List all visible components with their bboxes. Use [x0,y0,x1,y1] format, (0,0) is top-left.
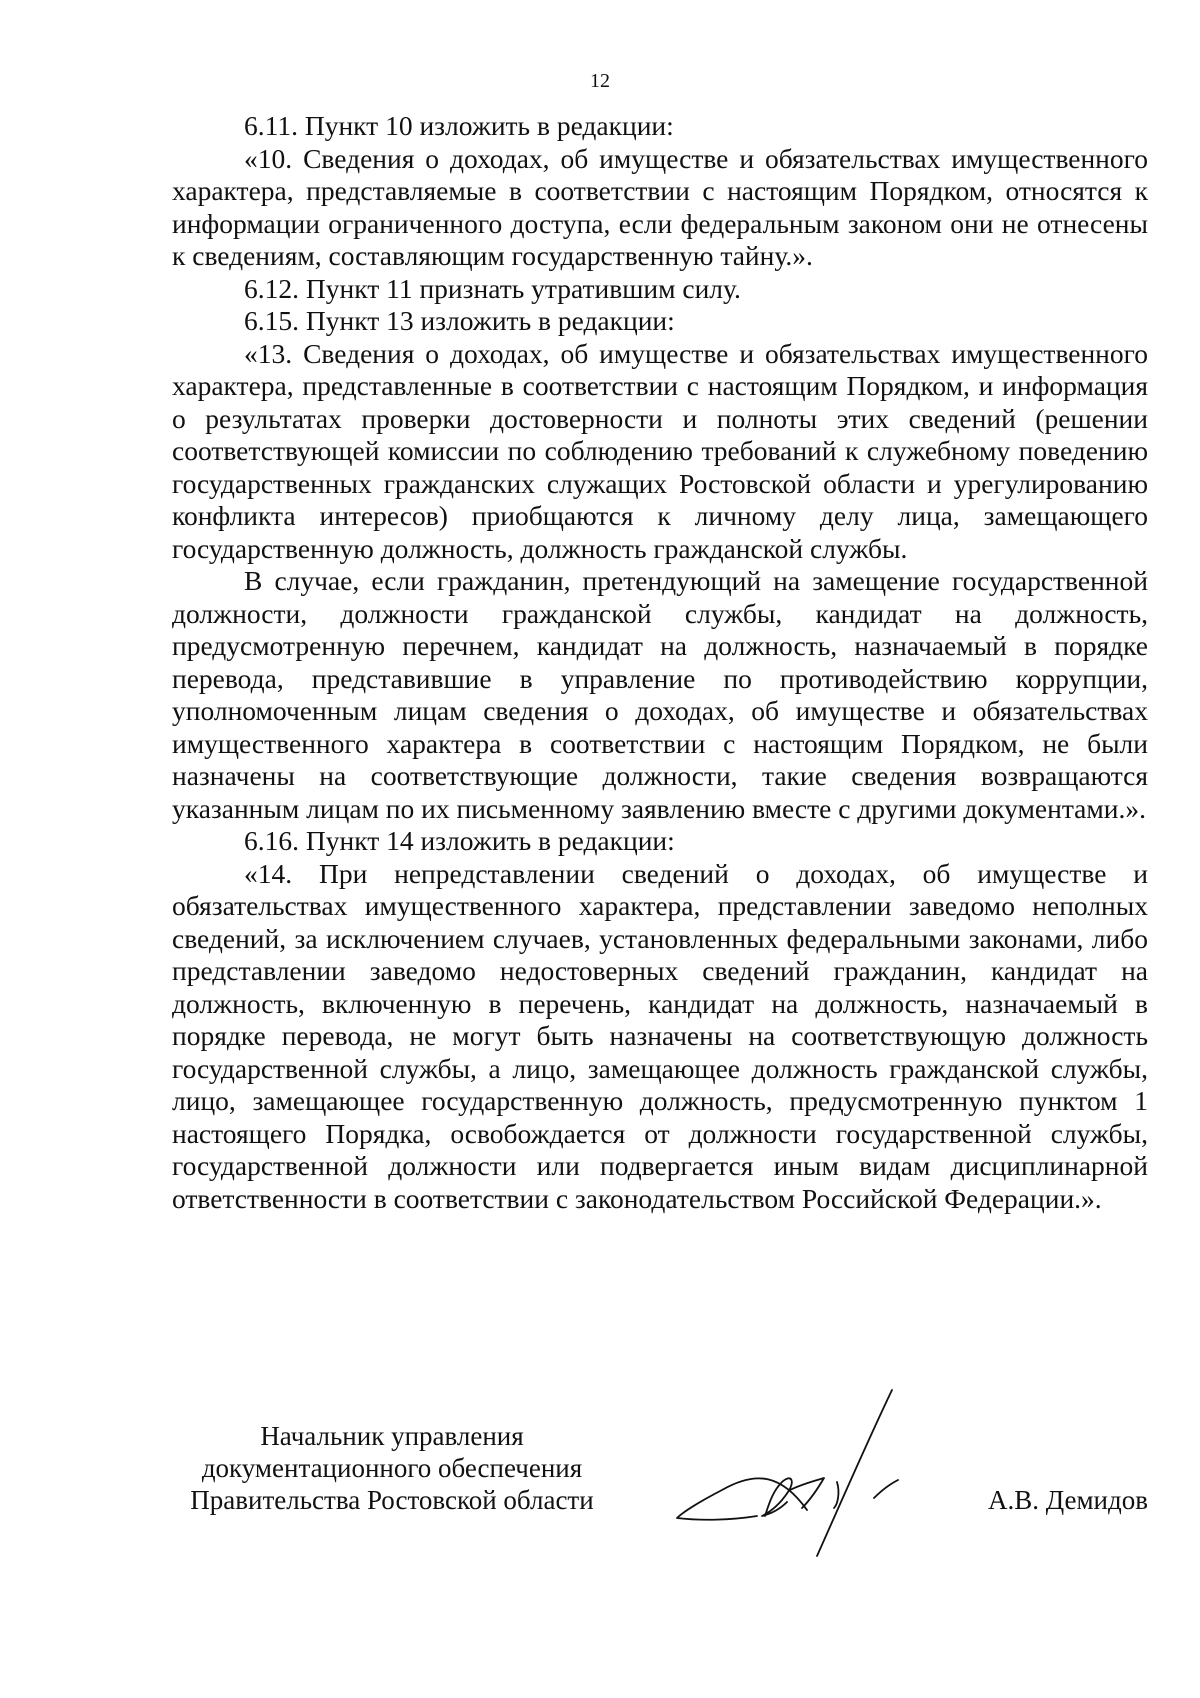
page-number: 12 [590,70,610,92]
paragraph-item-14-text: «14. При непредставлении сведений о доходах, об имуществе и обязательствах имущественного характера, представлении заведомо неполных сведений, за исключением случаев, установленных федеральными законами, либо представлении заведомо недостоверных сведений гражданин, кандидат на должность, включенную в перечень, кандидат на должность, назначаемый в порядке перевода, не могут быть назначены на соответствующую должность государственной службы, а лицо, замещающее должность гражданской службы, лицо, замещающее государственную должность, предусмотренную пунктом 1 настоящего Порядка, освобождается от должности государственной службы, государственной должности или подвергается иным видам дисциплинарной ответственности в соответствии с законодательством Российской Федерации.». [172,857,1148,1214]
signer-name: А.В. Демидов [987,1485,1148,1515]
paragraph-6-12: 6.12. Пункт 11 признать утратившим силу. [244,272,741,304]
paragraph-6-16: 6.16. Пункт 14 изложить в редакции: [244,825,675,856]
paragraph-item-13-continuation: В случае, если гражданин, претендующий на замещение государственной должности, должности гражданской службы, кандидат на должность, предусмотренную перечнем, кандидат на должность, назначаемый в порядке перевода, представившие в управление по противодействию коррупции, уполномоченным лицам сведения о доходах, об имуществе и обязательствах имущественного характера в соответствии с настоящим Порядком, не были назначены на соответствующие должности, такие сведения возвращаются указанным лицам по их письменному заявлению вместе с другими документами.». [172,565,1148,824]
document-body [172,110,1148,1215]
paragraph-6-15: 6.15. Пункт 13 изложить в редакции: [244,305,675,336]
signer-position-line: Начальник управления [260,1421,524,1451]
signer-position-line: документационного обеспечения [201,1453,583,1483]
handwritten-signature [662,1380,922,1580]
signer-position [172,1420,612,1516]
signature-block [172,1420,1148,1590]
paragraph-6-11: 6.11. Пункт 10 изложить в редакции: [244,110,674,141]
paragraph-item-13-text: «13. Сведения о доходах, об имуществе и обязательствах имущественного характера, представленные в соответствии с настоящим Порядком, и информация о результатах проверки достоверности и полноты этих сведений (решении соответствующей комиссии по соблюдению требований к служебному поведению государственных гражданских служащих Ростовской области и урегулированию конфликта интересов) приобщаются к личному делу лица, замещающего государственную должность, должность гражданской службы. [172,337,1148,564]
signer-position-line: Правительства Ростовской области [190,1485,594,1515]
paragraph-item-10-text: «10. Сведения о доходах, об имуществе и обязательствах имущественного характера, представляемые в соответствии с настоящим Порядком, относятся к информации ограниченного доступа, если федеральным законом они не отнесены к сведениям, составляющим государственную тайну.». [172,142,1148,271]
